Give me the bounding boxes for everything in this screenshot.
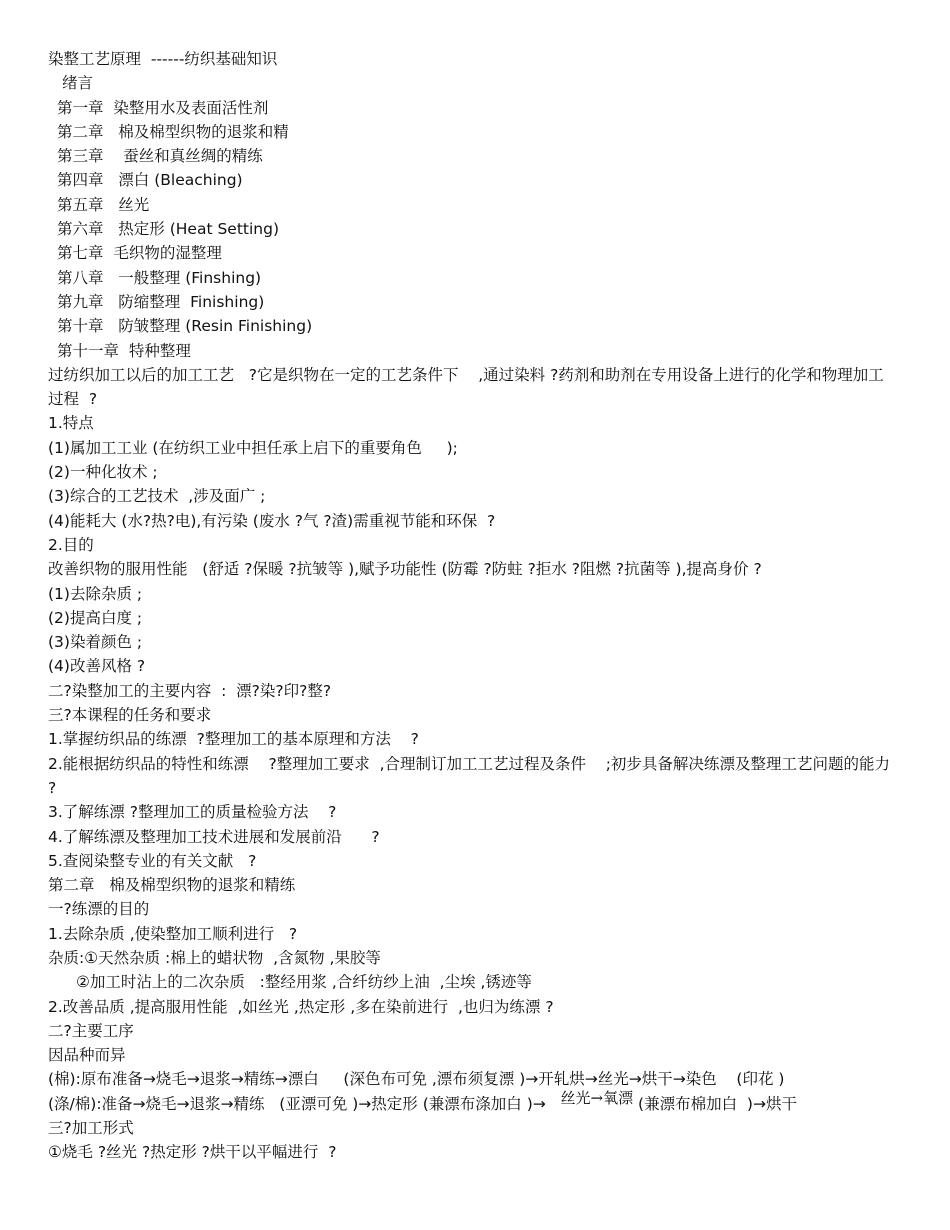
text-line: (4)改善风格 ?: [48, 657, 146, 676]
text-line: 1.去除杂质 ,使染整加工顺利进行 ?: [48, 924, 298, 943]
text-line: (1)去除杂质 ;: [48, 584, 143, 603]
text-line: 2.目的: [48, 535, 94, 554]
text-line: 5.查阅染整专业的有关文献 ?: [48, 851, 257, 870]
text-line: (2)一种化妆术 ;: [48, 463, 158, 482]
text-line: 第十一章 特种整理: [57, 341, 191, 360]
text-line: 第四章 漂白 (Bleaching): [57, 171, 243, 190]
text-line: (1)属加工工业 (在纺织工业中担任承上启下的重要角色 );: [48, 438, 458, 457]
text-line: ①烧毛 ?丝光 ?热定形 ?烘干以平幅进行 ?: [48, 1143, 337, 1162]
handwritten-note: 丝光→氧漂: [560, 1088, 634, 1107]
text-line: 绪言: [62, 74, 94, 93]
text-line: 改善织物的服用性能 (舒适 ?保暖 ?抗皱等 ),赋予功能性 (防霉 ?防蛀 ?拒水 ?阻燃 ?抗菌等 ),提高身价 ?: [48, 560, 762, 579]
text-line: ②加工时沾上的二次杂质 :整经用浆 ,合纤纺纱上油 ,尘埃 ,锈迹等: [76, 973, 532, 992]
text-line: 第二章 棉及棉型织物的退浆和精: [57, 122, 289, 141]
text-line: (2)提高白度 ;: [48, 608, 143, 627]
text-line: 一?练漂的目的: [48, 900, 150, 919]
text-line: 第十章 防皱整理 (Resin Finishing): [57, 317, 313, 336]
text-line: 第二章 棉及棉型织物的退浆和精练: [48, 876, 296, 895]
text-line: 第五章 丝光: [57, 195, 150, 214]
text-line: 三?加工形式: [48, 1119, 134, 1138]
text-line: 1.特点: [48, 414, 94, 433]
text-line: 过纺织加工以后的加工工艺 ?它是织物在一定的工艺条件下 ,通过染料 ?药剂和助剂在专用设备上进行的化学和物理加工过程 ?: [48, 365, 884, 409]
text-segment: (兼漂布棉加白 )→烘干: [633, 1094, 797, 1113]
text-line: (棉):原布准备→烧毛→退浆→精练→漂白 (深色布可免 ,漂布须复漂 )→开轧烘→丝光→烘干→染色 (印花 ): [48, 1070, 785, 1089]
document-tail: [48, 1116, 898, 1165]
text-line: 2.能根据纺织品的特性和练漂 ?整理加工要求 ,合理制订加工工艺过程及条件 ;初步具备解决练漂及整理工艺问题的能力 ?: [48, 754, 895, 797]
text-line: 第一章 染整用水及表面活性剂: [57, 98, 269, 117]
text-line: 染整工艺原理 ------纺织基础知识: [48, 50, 278, 68]
text-line: 第三章 蚕丝和真丝绸的精练: [57, 147, 263, 166]
text-line: (3)染着颜色 ;: [48, 633, 143, 652]
text-line: 第六章 热定形 (Heat Setting): [57, 220, 279, 239]
text-line: 3.了解练漂 ?整理加工的质量检验方法 ?: [48, 803, 337, 822]
text-line: 二?染整加工的主要内容 : 漂?染?印?整?: [48, 681, 332, 700]
text-line-process-polyester-cotton: [48, 1088, 898, 1116]
text-line: 第八章 一般整理 (Finshing): [57, 268, 262, 287]
text-line: 第九章 防缩整理 Finishing): [57, 292, 265, 311]
text-line: 1.掌握纺织品的练漂 ?整理加工的基本原理和方法 ?: [48, 730, 419, 749]
text-line: (4)能耗大 (水?热?电),有污染 (废水 ?气 ?渣)需重视节能和环保 ?: [48, 511, 496, 530]
text-line: (3)综合的工艺技术 ,涉及面广 ;: [48, 487, 266, 506]
text-line: 因品种而异: [48, 1046, 126, 1065]
text-line: 二?主要工序: [48, 1021, 134, 1040]
text-line: 2.改善品质 ,提高服用性能 ,如丝光 ,热定形 ,多在染前进行 ,也归为练漂 ?: [48, 997, 554, 1016]
text-line: 第七章 毛织物的湿整理: [57, 244, 222, 263]
document-body: [48, 47, 898, 1092]
text-line: 三?本课程的任务和要求: [48, 706, 212, 725]
text-line: 4.了解练漂及整理加工技术进展和发展前沿 ?: [48, 827, 380, 846]
text-line: 杂质:①天然杂质 :棉上的蜡状物 ,含氮物 ,果胶等: [48, 948, 381, 967]
document-page: [48, 47, 898, 1165]
text-segment: (涤/棉):准备→烧毛→退浆→精练 (亚漂可免 )→热定形 (兼漂布涤加白 )→: [48, 1094, 561, 1113]
